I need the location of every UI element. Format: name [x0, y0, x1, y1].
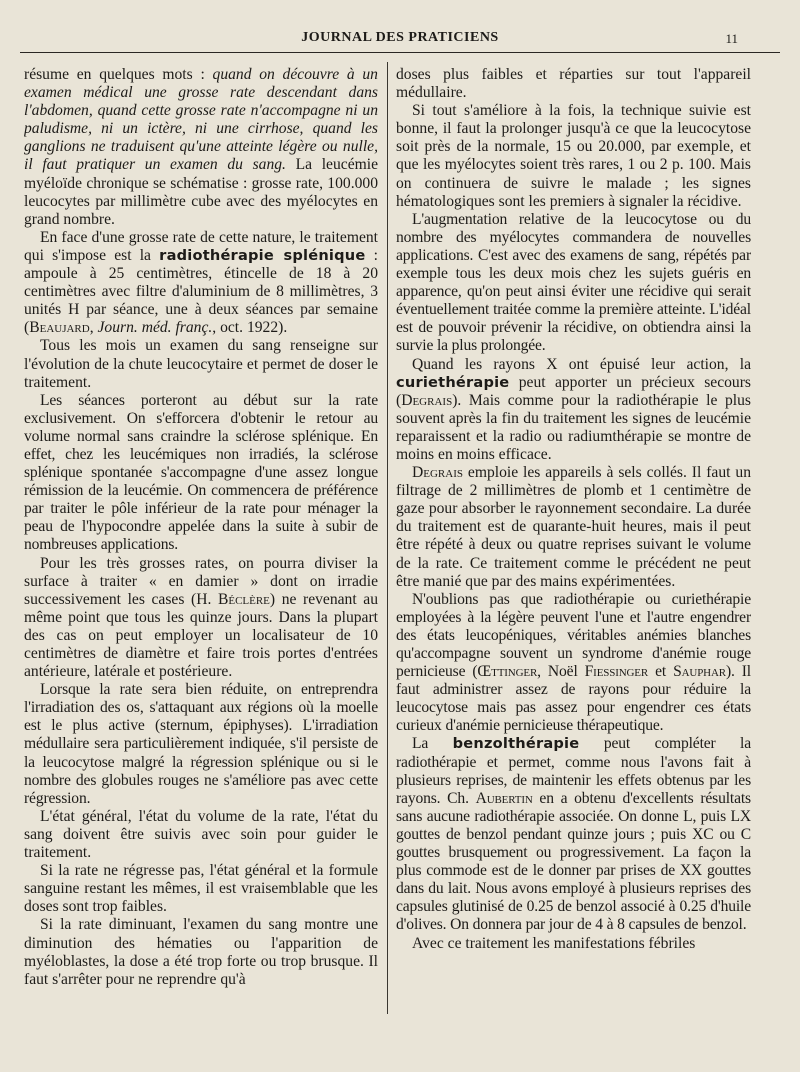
running-header — [20, 28, 780, 53]
paragraph: résume en quelques mots : quand on découvre à un examen médical une grosse rate descendant dans l'abdomen, quand cette grosse rate n'accompagne ni un paludisme, ni un ictère, ni une cirrhose, quand les ganglions ne traduisent qu'une atteinte légère ou nulle, il faut pratiquer un examen du sang. La leucémie myéloïde chronique se schématise : grosse rate, 100.000 leucocytes par millimètre cube avec des myélocytes en grand nombre. — [24, 66, 378, 228]
paragraph: Avec ce traitement les manifestations fébriles — [412, 934, 696, 952]
journal-title: JOURNAL DES PRATICIENS — [301, 30, 499, 45]
keyword-radiotherapie: radiothérapie splénique — [159, 246, 366, 264]
author-name: Béclère — [217, 590, 270, 608]
paragraph: La benzolthérapie peut compléter la radiothérapie et permet, comme nous l'avons fait à plusieurs reprises, de maintenir les effets obtenus par les rayons. Ch. Aubertin en a obtenu d'excellents résultats sans aucune radiothérapie associée. On donne L, puis LX gouttes de benzol pendant quinze jours ; puis XC ou C gouttes brusquement ou progressivement. La façon la plus commode est de le donner par prises de XX gouttes dans du lait. Nous avons employé à plusieurs reprises des capsules glutinisé de 0.25 de benzol associé à 0.25 d'huile d'olives. On donnera par jour de 4 à 8 capsules de benzol. — [396, 735, 751, 934]
paragraph: L'état général, l'état du volume de la rate, l'état du sang doivent être suivis avec soin pour guider le traitement. — [24, 807, 378, 862]
author-name: Beaujard — [29, 319, 90, 337]
paragraph: doses plus faibles et réparties sur tout l'appareil médullaire. — [396, 66, 751, 102]
paragraph: Degrais emploie les appareils à sels collés. Il faut un filtrage de 2 millimètres de plomb et 1 centimètre de gaze pour absorber le rayonnement secondaire. La durée du traitement est de quarante-huit heures, mais il peut être répété à deux ou quatre reprises suivant le volume de la rate. Ce traitement comme le précédent ne peut être manié que par des mains expérimentées. — [396, 464, 751, 590]
paragraph: Pour les très grosses rates, on pourra diviser la surface à traiter « en damier » dont on irradie successivement les cases (H. Béclère) ne revenant au même point que tous les quinze jours. Dans la plupart des cas on peut employer un localisateur de 10 centimètres de diamètre et faire trois portes d'entrées antérieure, latérale et postérieure. — [24, 554, 378, 681]
right-column — [396, 66, 751, 1066]
author-name: Aubertin — [475, 789, 533, 807]
keyword-curietherapie: curiethérapie — [396, 373, 510, 391]
keyword-benzoltherapie: benzolthérapie — [452, 735, 580, 753]
author-name: Degrais — [412, 464, 463, 482]
paragraph: Tous les mois un examen du sang renseigne sur l'évolution de la chute leucocytaire et permet de doser le traitement. — [24, 337, 378, 391]
paragraph: N'oublions pas que radiothérapie ou curiethérapie employées à la légère peuvent l'une et l'autre engendrer des états leucopéniques, véritables anémies blanches qu'accompagne souvent un syndrome d'anémie rouge pernicieuse (Œttinger, Noël Fiessinger et Sauphar). Il faut administrer assez de rayons pour réduire la leucocytose mais pas assez pour engendrer ces états curieux d'anémie pernicieuse thérapeutique. — [396, 590, 751, 735]
author-name: Sauphar — [673, 663, 726, 681]
author-name: Degrais — [401, 391, 453, 409]
paragraph: Si la rate diminuant, l'examen du sang montre une diminution des hématies ou l'apparition de myéloblastes, la dose a été trop forte ou trop brusque. Il faut s'arrêter pour ne reprendre qu'à — [24, 916, 378, 988]
left-column — [24, 66, 378, 1066]
paragraph: Les séances porteront au début sur la rate exclusivement. On s'efforcera d'obtenir le retour au volume normal sans craindre la sclérose splénique. En effet, chez les leucémiques non irradiés, la sclérose splénique spontanée s'accompagne d'une assez longue rémission de la leucémie. On commencera de préférence par traiter le pôle inférieur de la rate pour ménager la peau de l'hypocondre appelée dans la suite à subir de nombreuses applications. — [24, 391, 378, 554]
paragraph: Si la rate ne régresse pas, l'état général et la formule sanguine restant les mêmes, il est vraisemblable que les doses sont trop faibles. — [24, 862, 378, 916]
paragraph: L'augmentation relative de la leucocytose ou du nombre des myélocytes commandera de nouvelles applications. C'est avec des examens de sang, répétés par exemple tous les deux mois chez les sujets guéris en apparence, qu'on peut ainsi éviter une récidive qui serait éventuellement traitée comme la première atteinte. L'idéal est de pouvoir prévenir la récidive, on obtiendra ainsi la survie la plus prolongée. — [396, 210, 751, 355]
paragraph: Quand les rayons X ont épuisé leur action, la curiethérapie peut apporter un précieux secours (Degrais). Mais comme pour la radiothérapie le plus souvent après la fin du traitement les signes de leucémie reparaissent et la radio ou radiumthérapie se montre de moins en moins efficace. — [396, 355, 751, 463]
paragraph: En face d'une grosse rate de cette nature, le traitement qui s'impose est la radiothérapie splénique : ampoule à 25 centimètres, étincelle de 18 à 20 centimètres avec filtre d'aluminium de 8 millimètres, 3 unités H par séance, une à deux séances par semaine (Beaujard, Journ. méd. franç., oct. 1922). — [24, 228, 378, 337]
column-divider — [387, 62, 388, 1014]
paragraph: Si tout s'améliore à la fois, la technique suivie est bonne, il faut la prolonger jusqu'à ce que la leucocytose soit près de la normale, 15 ou 20.000, par exemple, et que les myélocytes soient très rares, 1 ou 2 p. 100. Mais on continuera de suivre le malade ; les signes hématologiques sont les premiers à signaler la récidive. — [396, 102, 751, 210]
author-name: Fiessinger — [584, 663, 649, 681]
page-number: 11 — [725, 31, 738, 46]
author-name: Œttinger — [477, 663, 538, 681]
paragraph: Lorsque la rate sera bien réduite, on entreprendra l'irradiation des os, s'attaquant aux régions où la moelle est le plus active (sternum, épiphyses). L'irradiation médullaire sera particulièrement indiquée, s'il persiste de la leucocytose malgré la régression splénique ou si le nombre des globules rouges ne s'améliore pas avec cette régression. — [24, 681, 378, 807]
